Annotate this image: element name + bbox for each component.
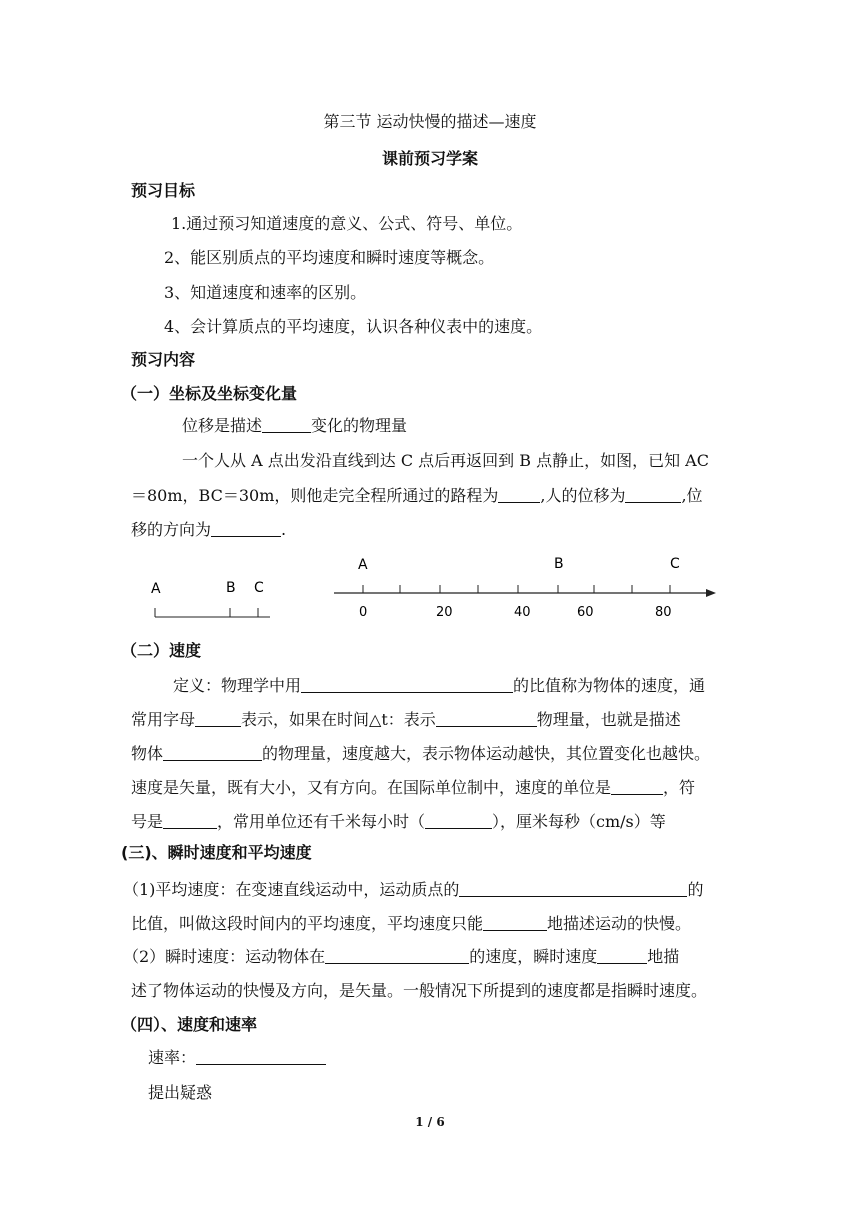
text: 速度是矢量，既有大小，又有方向。在国际单位制中，速度的单位是	[131, 778, 612, 797]
fill-blank[interactable]	[195, 710, 241, 727]
s1-paragraph-2-line-2	[131, 486, 703, 506]
s1-paragraph-2-line-1: 一个人从 A 点出发沿直线到达 C 点后再返回到 B 点静止，如图，已知 AC	[182, 451, 709, 470]
text: 常用字母	[131, 710, 196, 729]
text: .	[281, 520, 287, 539]
text: （2）瞬时速度：运动物体在	[123, 947, 326, 966]
point-label-b: B	[554, 556, 564, 572]
text: 的速度，瞬时速度	[469, 947, 598, 966]
fill-blank[interactable]	[611, 778, 663, 795]
s3-line-1	[123, 880, 703, 900]
goals-heading: 预习目标	[131, 181, 196, 200]
tick-label-80: 80	[655, 605, 672, 620]
fill-blank[interactable]	[301, 676, 513, 693]
fill-blank[interactable]	[483, 914, 547, 931]
figure-small-segment	[140, 575, 280, 625]
fill-blank[interactable]	[459, 880, 687, 897]
text: 的物理量，速度越大，表示物体运动越快，其位置变化也越快。	[262, 744, 711, 763]
fill-blank[interactable]	[163, 744, 262, 761]
s4-line-1	[148, 1048, 326, 1068]
text: 物体	[131, 744, 164, 763]
fill-blank[interactable]	[597, 947, 647, 964]
s2-line-4	[131, 778, 695, 798]
goal-item-3: 3、知道速度和速率的区别。	[164, 283, 367, 302]
fill-blank[interactable]	[211, 520, 281, 537]
fill-blank[interactable]	[262, 416, 311, 433]
text: 比值，叫做这段时间内的平均速度，平均速度只能	[131, 914, 484, 933]
text: ,人的位移为	[540, 486, 626, 505]
tick-label-0: 0	[359, 605, 368, 620]
section-1-heading: （一）坐标及坐标变化量	[121, 384, 298, 403]
axis-ticks	[363, 585, 670, 593]
text: 定义：物理学中用	[173, 676, 302, 695]
label-c: C	[254, 580, 264, 596]
s3-line-4: 述了物体运动的快慢及方向，是矢量。一般情况下所提到的速度都是指瞬时速度。	[131, 981, 708, 1000]
s2-line-5	[131, 812, 666, 832]
text: 变化的物理量	[311, 416, 408, 435]
tick-label-60: 60	[577, 605, 594, 620]
page-title: 第三节 运动快慢的描述—速度	[323, 112, 537, 131]
s3-line-3	[123, 947, 679, 967]
text: ），厘米每秒（cm/s）等	[492, 812, 666, 831]
page-subtitle: 课前预习学案	[381, 149, 478, 168]
text: 地描	[647, 947, 680, 966]
text: 地描述运动的快慢。	[547, 914, 692, 933]
goal-item-2: 2、能区别质点的平均速度和瞬时速度等概念。	[164, 248, 495, 267]
s2-line-3	[131, 744, 710, 764]
fill-blank[interactable]	[325, 947, 469, 964]
goal-item-1: 1.通过预习知道速度的意义、公式、符号、单位。	[171, 214, 523, 233]
content-heading: 预习内容	[131, 350, 196, 369]
fill-blank[interactable]	[436, 710, 537, 727]
text: ＝80m，BC＝30m，则他走完全程所通过的路程为	[131, 486, 499, 505]
figure-number-line	[330, 552, 720, 622]
fill-blank[interactable]	[425, 812, 492, 829]
label-b: B	[226, 580, 236, 596]
page-number: 1 / 6	[415, 1115, 445, 1129]
section-4-heading: （四）、速度和速率	[121, 1015, 258, 1034]
text: 位移是描述	[182, 416, 263, 435]
s4-line-2: 提出疑惑	[148, 1083, 213, 1102]
section-2-heading: （二）速度	[121, 641, 202, 660]
section-3-heading: (三)、瞬时速度和平均速度	[121, 843, 312, 862]
text: ，符	[663, 778, 696, 797]
label-a: A	[151, 581, 161, 597]
text: 号是	[131, 812, 164, 831]
s2-line-2	[131, 710, 681, 730]
s1-paragraph-1	[182, 416, 407, 436]
text: 表示，如果在时间△t：表示	[241, 710, 436, 729]
fill-blank[interactable]	[625, 486, 681, 503]
text: 速率：	[148, 1048, 197, 1067]
point-label-a: A	[358, 557, 368, 573]
axis-arrow-icon	[706, 589, 716, 597]
s1-paragraph-2-line-3	[131, 520, 286, 540]
text: 的比值称为物体的速度，通	[513, 676, 706, 695]
fill-blank[interactable]	[196, 1048, 326, 1065]
fill-blank[interactable]	[498, 486, 540, 503]
text: （1)平均速度：在变速直线运动中，运动质点的	[123, 880, 460, 899]
text: 移的方向为	[131, 520, 212, 539]
s3-line-2	[131, 914, 691, 934]
goal-item-4: 4、会计算质点的平均速度，认识各种仪表中的速度。	[164, 317, 543, 336]
tick-label-40: 40	[514, 605, 531, 620]
text: 的	[687, 880, 704, 899]
text: 物理量，也就是描述	[536, 710, 681, 729]
point-label-c: C	[670, 556, 680, 572]
fill-blank[interactable]	[163, 812, 217, 829]
text: ,位	[681, 486, 703, 505]
text: ，常用单位还有千米每小时（	[217, 812, 426, 831]
tick-label-20: 20	[436, 605, 453, 620]
s2-line-1	[173, 676, 705, 696]
